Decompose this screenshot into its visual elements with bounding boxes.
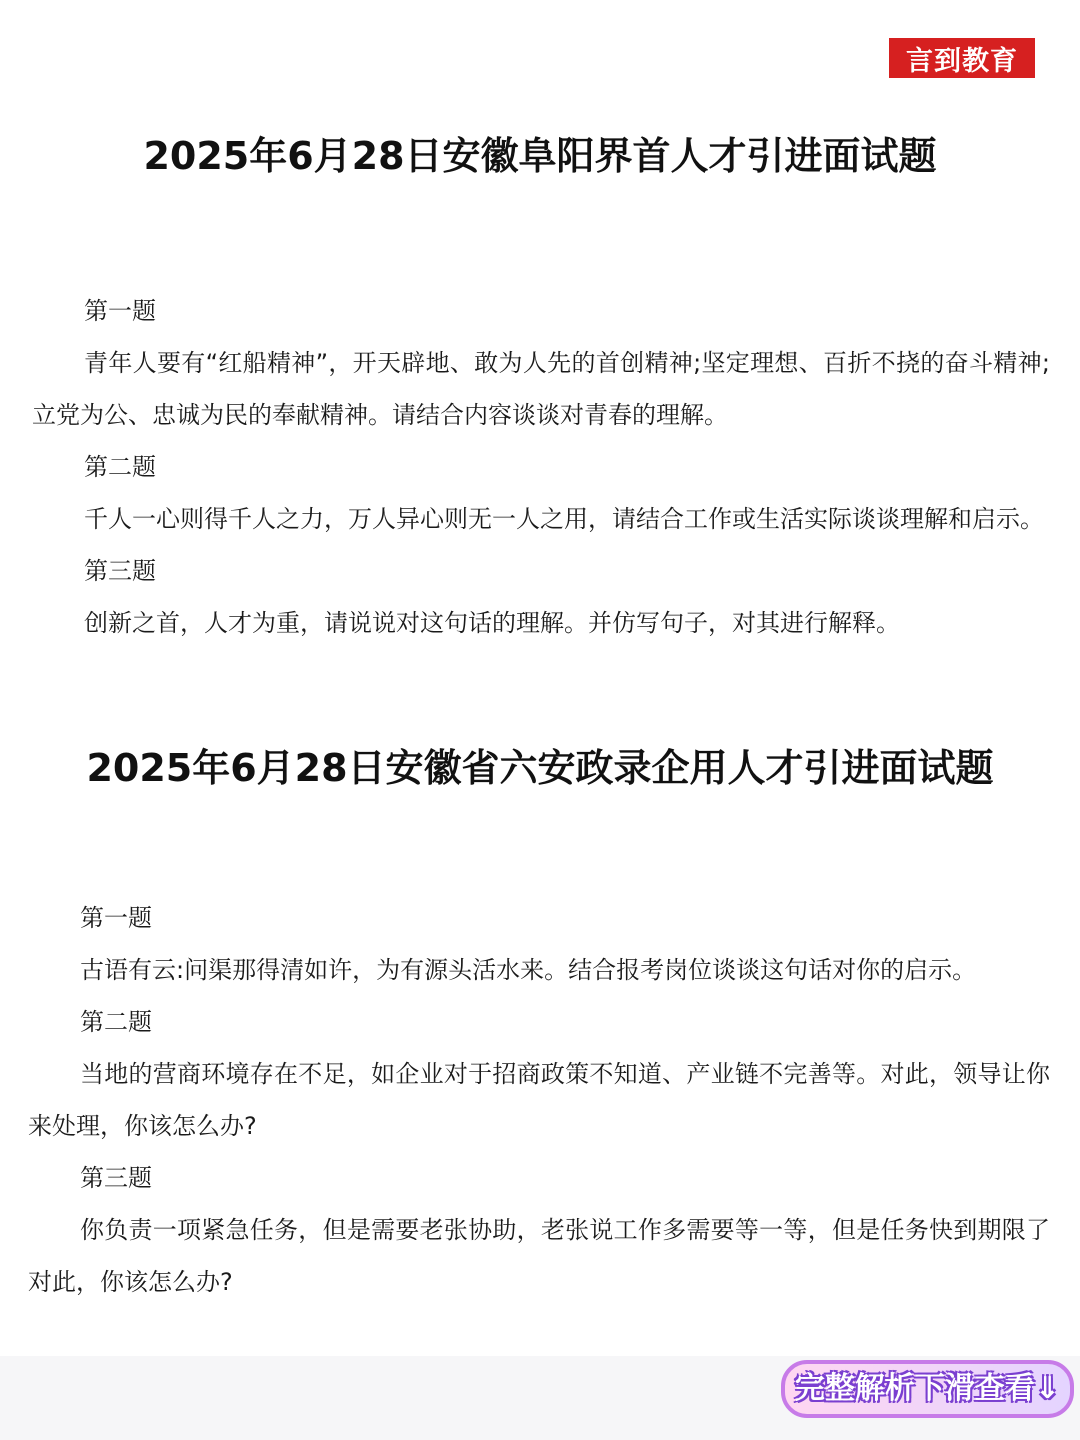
question-text: 创新之首，人才为重，请说说对这句话的理解。并仿写句子，对其进行解释。	[84, 609, 900, 637]
exam-section-fuyang	[0, 128, 1080, 649]
question-text: 青年人要有“红船精神”，开天辟地、敢为人先的首创精神;坚定理想、百折不挠的奋斗精神;立党为公、忠诚为民的奉献精神。请结合内容谈谈对青春的理解。	[32, 349, 1050, 429]
exam-section-luan	[0, 740, 1080, 1308]
question-list	[0, 285, 1080, 649]
section-title: 2025年6月28日安徽阜阳界首人才引进面试题	[143, 134, 937, 178]
question-text: 你负责一项紧急任务，但是需要老张协助，老张说工作多需要等一等，但是任务快到期限了对此，你该怎么办?	[28, 1216, 1050, 1296]
question-text: 当地的营商环境存在不足，如企业对于招商政策不知道、产业链不完善等。对此，领导让你来处理，你该怎么办?	[28, 1060, 1050, 1140]
question-list	[0, 892, 1080, 1308]
question-label: 第一题	[80, 904, 152, 932]
section-title: 2025年6月28日安徽省六安政录企用人才引进面试题	[86, 746, 994, 790]
question-label: 第二题	[80, 1008, 152, 1036]
view-full-analysis-button[interactable]: 完整解析下滑查看⇓	[781, 1360, 1074, 1418]
question-label: 第三题	[84, 557, 156, 585]
question-text: 千人一心则得千人之力，万人异心则无一人之用，请结合工作或生活实际谈谈理解和启示。	[84, 505, 1044, 533]
question-label: 第一题	[84, 297, 156, 325]
question-text: 古语有云:问渠那得清如许，为有源头活水来。结合报考岗位谈谈这句话对你的启示。	[80, 956, 977, 984]
brand-logo: 言到教育	[889, 38, 1035, 78]
question-label: 第三题	[80, 1164, 152, 1192]
question-label: 第二题	[84, 453, 156, 481]
